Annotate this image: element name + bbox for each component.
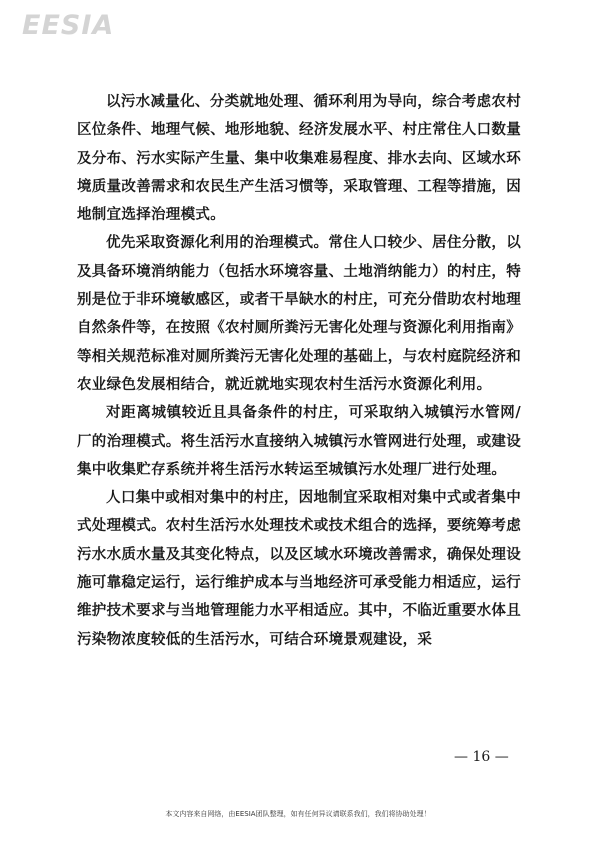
footer-disclaimer: 本文内容来自网络，由EESIA团队整理，如有任何异议请联系我们，我们将协助处理！ — [165, 810, 431, 818]
paragraph: 优先采取资源化利用的治理模式。常住人口较少、居住分散，以及具备环境消纳能力（包括水环境容量、土地消纳能力）的村庄，特别是位于非环境敏感区，或者干旱缺水的村庄，可充分借助农村地理自然条件等，在按照《农村厕所粪污无害化处理与资源化利用指南》等相关规范标准对厕所粪污无害化处理的基础上，与农村庭院经济和农业绿色发展相结合，就近就地实现农村生活污水资源化利用。 — [77, 234, 521, 393]
paragraph: 以污水减量化、分类就地处理、循环利用为导向，综合考虑农村区位条件、地理气候、地形地貌、经济发展水平、村庄常住人口数量及分布、污水实际产生量、集中收集难易程度、排水去向、区域水环境质量改善需求和农民生产生活习惯等，采取管理、工程等措施，因地制宜选择治理模式。 — [77, 93, 521, 224]
page-number: — 16 — — [454, 749, 509, 765]
paragraph: 对距离城镇较近且具备条件的村庄，可采取纳入城镇污水管网/厂的治理模式。将生活污水直接纳入城镇污水管网进行处理，或建设集中收集贮存系统并将生活污水转运至城镇污水处理厂进行处理。 — [77, 404, 521, 478]
document-body — [77, 88, 521, 654]
eesia-logo: EESIA — [22, 10, 115, 41]
paragraph: 人口集中或相对集中的村庄，因地制宜采取相对集中式或者集中式处理模式。农村生活污水处理技术或技术组合的选择，要统筹考虑污水水质水量及其变化特点，以及区域水环境改善需求，确保处理设施可靠稳定运行，运行维护成本与当地经济可承受能力相适应，运行维护技术要求与当地管理能力水平相适应。其中，不临近重要水体且污染物浓度较低的生活污水，可结合环境景观建设，采 — [77, 489, 521, 648]
